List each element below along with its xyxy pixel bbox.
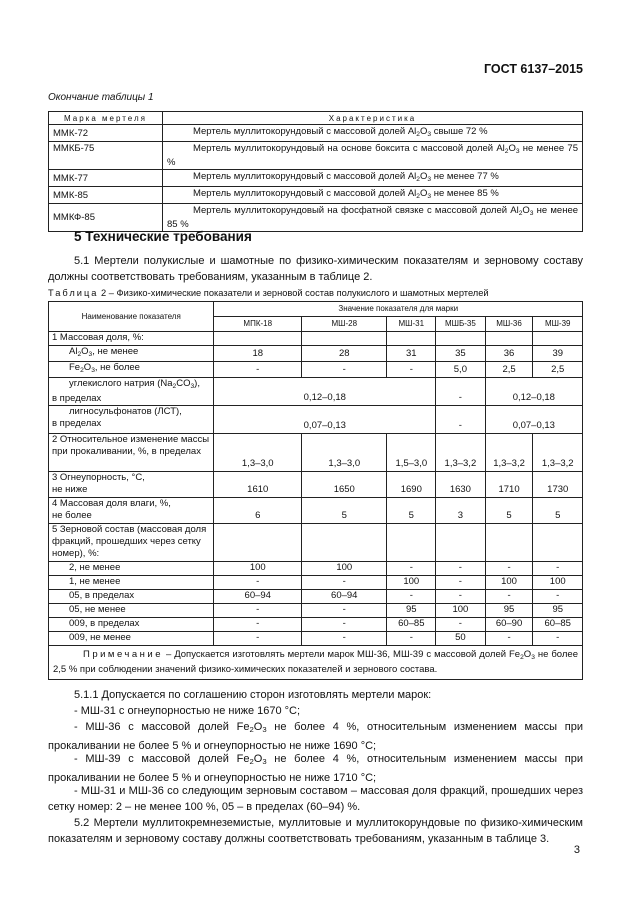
table1-brand: ММК-77 — [49, 170, 163, 187]
list-item: - МШ-31 с огнеупорностью не ниже 1670 °С; — [74, 705, 301, 717]
row-label: $Al_2O_3$, не менее — [49, 346, 214, 362]
table-cell: 0,12–0,18 — [485, 378, 582, 406]
table-cell: 0,12–0,18 — [214, 378, 436, 406]
table-cell: - — [214, 362, 302, 378]
table-cell: 36 — [485, 346, 533, 362]
table-cell: 100 — [387, 576, 436, 590]
table1-brand: ММК-85 — [49, 187, 163, 204]
table-cell: 0,07–0,13 — [214, 406, 436, 434]
table-row — [49, 562, 583, 576]
row-label: 05, не менее — [49, 604, 214, 618]
table-row — [49, 187, 583, 204]
table1-brand: ММКФ-85 — [49, 204, 163, 232]
table-cell: - — [436, 406, 486, 434]
table-cell: - — [302, 618, 387, 632]
table-cell: - — [214, 576, 302, 590]
row-label: 1 Массовая доля, %: — [49, 332, 214, 346]
table-cell: 1650 — [302, 472, 387, 498]
table2-caption: Таблица 2 – Физико-химические показатели и зерновой состав полукислого и шамотных мертелей — [48, 288, 489, 298]
table2-brand: МПК-18 — [214, 317, 302, 332]
row-label: 009, не менее — [49, 632, 214, 646]
table-row — [49, 604, 583, 618]
table-cell: - — [533, 632, 583, 646]
table1-characteristic: Мертель муллитокорундовый с массовой долей $Al_2O_3$ не менее 85 % — [163, 187, 583, 204]
table-cell: - — [436, 590, 486, 604]
row-label: 05, в пределах — [49, 590, 214, 604]
table-cell: 60–90 — [485, 618, 533, 632]
row-label: 3 Огнеупорность, °С, не ниже — [49, 472, 214, 498]
table-cell: - — [387, 562, 436, 576]
table1-brand: ММК-72 — [49, 125, 163, 142]
page-number: 3 — [573, 844, 580, 856]
table-cell: 28 — [302, 346, 387, 362]
table-cell: 1,3–3,2 — [533, 434, 583, 472]
row-label: 2, не менее — [49, 562, 214, 576]
document-id: ГОСТ 6137–2015 — [483, 62, 583, 76]
table-cell: 5 — [485, 498, 533, 524]
section-title: 5 Технические требования — [74, 229, 252, 244]
table-cell: 100 — [485, 576, 533, 590]
table-cell: 60–94 — [302, 590, 387, 604]
table-cell: 100 — [533, 576, 583, 590]
table-cell: - — [387, 632, 436, 646]
table-cell: 1610 — [214, 472, 302, 498]
list-item: - МШ-31 и МШ-36 со следующим зерновым составом – массовая доля фракций, прошедших через сетку номер: 2 – не менее 100 %, 05 – в пределах (60–94) %. — [48, 785, 583, 813]
table1-characteristic: Мертель муллитокорундовый на фосфатной связке с массовой долей $Al_2O_3$ не менее 85 % — [163, 204, 583, 232]
row-label: 5 Зерновой состав (массовая доля фракций, прошедших через сетку номер), %: — [49, 524, 214, 562]
table-cell: 95 — [387, 604, 436, 618]
table2-note: Примечание – Допускается изготовлять мертели марок МШ-36, МШ-39 с массовой долей $Fe_2O_3$ не более 2,5 % при соблюдении значений физико-химических показателей и зернового состава. — [49, 646, 583, 680]
table-cell: 2,5 — [533, 362, 583, 378]
table-row — [49, 434, 583, 472]
table-row — [49, 590, 583, 604]
table1-caption: Окончание таблицы 1 — [48, 92, 154, 103]
table-cell: - — [302, 576, 387, 590]
table-row — [49, 346, 583, 362]
table-cell: 95 — [485, 604, 533, 618]
table-row — [49, 576, 583, 590]
table-cell: 35 — [436, 346, 486, 362]
table2-brand: МШ-36 — [485, 317, 533, 332]
table-row — [49, 332, 583, 346]
table-cell: 1,3–3,2 — [436, 434, 486, 472]
table2-header-name: Наименование показателя — [49, 302, 214, 332]
paragraph-5-1-1: 5.1.1 Допускается по соглашению сторон изготовлять мертели марок: — [74, 689, 432, 701]
table-cell: 31 — [387, 346, 436, 362]
row-label: углекислого натрия $(Na_2CO_3)$, в пределах — [49, 378, 214, 406]
table-cell: 39 — [533, 346, 583, 362]
table-row — [49, 472, 583, 498]
table-cell: 5 — [302, 498, 387, 524]
table2-brand: МШБ-35 — [436, 317, 486, 332]
table-cell: 1690 — [387, 472, 436, 498]
table-cell: 6 — [214, 498, 302, 524]
table-row — [49, 498, 583, 524]
table-row — [49, 378, 583, 406]
table-cell: - — [302, 632, 387, 646]
paragraph-5-2: 5.2 Мертели муллитокремнеземистые, муллитовые и муллитокорундовые по физико-химическим показателям и зерновому составу должны соответствовать требованиям, указанным в таблице 3. — [48, 817, 583, 845]
table-cell: - — [533, 590, 583, 604]
table-cell: - — [533, 562, 583, 576]
table-cell: - — [214, 632, 302, 646]
row-label: $Fe_2O_3$, не более — [49, 362, 214, 378]
table-cell: 95 — [533, 604, 583, 618]
table1-header-brand: Марка мертеля — [49, 112, 163, 125]
table-cell: - — [214, 618, 302, 632]
table-cell: 100 — [214, 562, 302, 576]
table-cell: 60–85 — [387, 618, 436, 632]
table1-characteristic: Мертель муллитокорундовый с массовой долей $Al_2O_3$ не менее 77 % — [163, 170, 583, 187]
table-cell: 1630 — [436, 472, 486, 498]
table-cell: - — [436, 562, 486, 576]
table-cell: 5 — [533, 498, 583, 524]
table-cell: 18 — [214, 346, 302, 362]
table-cell: 100 — [302, 562, 387, 576]
row-label: 009, в пределах — [49, 618, 214, 632]
table-cell: - — [485, 632, 533, 646]
table1-characteristic: Мертель муллитокорундовый с массовой долей $Al_2O_3$ свыше 72 % — [163, 125, 583, 142]
table-cell: 3 — [436, 498, 486, 524]
table1 — [48, 111, 583, 232]
table-cell: 100 — [436, 604, 486, 618]
table-cell: - — [302, 362, 387, 378]
table-cell: 1,3–3,0 — [302, 434, 387, 472]
table-cell: - — [436, 378, 486, 406]
table-cell: 5,0 — [436, 362, 486, 378]
table2 — [48, 301, 583, 680]
table-cell: 60–85 — [533, 618, 583, 632]
table-cell: - — [485, 562, 533, 576]
table-row — [49, 524, 583, 562]
paragraph-5-1: 5.1 Мертели полукислые и шамотные по физико-химическим показателям и зерновому составу должны соответствовать требованиям, указанным в таблице 2. — [48, 255, 583, 283]
table-cell: - — [387, 590, 436, 604]
table-row — [49, 204, 583, 232]
table-cell: - — [436, 618, 486, 632]
table-row — [49, 125, 583, 142]
row-label: 2 Относительное изменение массы при прокаливании, %, в пределах — [49, 434, 214, 472]
table-row — [49, 646, 583, 680]
table-cell: - — [436, 576, 486, 590]
table-cell: - — [214, 604, 302, 618]
table-cell: - — [387, 362, 436, 378]
table-cell: 60–94 — [214, 590, 302, 604]
table-cell: 2,5 — [485, 362, 533, 378]
table-cell: 50 — [436, 632, 486, 646]
table2-brand: МШ-31 — [387, 317, 436, 332]
table-cell: - — [485, 590, 533, 604]
table2-header-values: Значение показателя для марки — [214, 302, 583, 317]
table-cell: 1,3–3,0 — [214, 434, 302, 472]
table-cell: 1730 — [533, 472, 583, 498]
table-cell: 5 — [387, 498, 436, 524]
table2-brand: МШ-28 — [302, 317, 387, 332]
row-label: лигносульфонатов (ЛСТ), в пределах — [49, 406, 214, 434]
table1-header-characteristic: Характеристика — [163, 112, 583, 125]
list-item: - МШ-36 с массовой долей $Fe_2O_3$ не более 4 %, относительным изменением массы при прокаливании не более 5 % и огнеупорностью не ниже 1690 °С; — [48, 721, 583, 752]
table-row — [49, 170, 583, 187]
table-row — [49, 632, 583, 646]
table-row — [49, 362, 583, 378]
list-item: - МШ-39 с массовой долей $Fe_2O_3$ не более 4 %, относительным изменением массы при прокаливании не более 5 % и огнеупорностью не ниже 1710 °С; — [48, 753, 583, 784]
table-row — [49, 406, 583, 434]
table-cell: - — [302, 604, 387, 618]
table-cell: 1,5–3,0 — [387, 434, 436, 472]
table-row — [49, 618, 583, 632]
table-cell: 1710 — [485, 472, 533, 498]
table1-characteristic: Мертель муллитокорундовый на основе боксита с массовой долей $Al_2O_3$ не менее 75 % — [163, 142, 583, 170]
table-cell: 1,3–3,2 — [485, 434, 533, 472]
table-cell: 0,07–0,13 — [485, 406, 582, 434]
table1-brand: ММКБ-75 — [49, 142, 163, 170]
table-row — [49, 142, 583, 170]
row-label: 4 Массовая доля влаги, %, не более — [49, 498, 214, 524]
row-label: 1, не менее — [49, 576, 214, 590]
table2-brand: МШ-39 — [533, 317, 583, 332]
